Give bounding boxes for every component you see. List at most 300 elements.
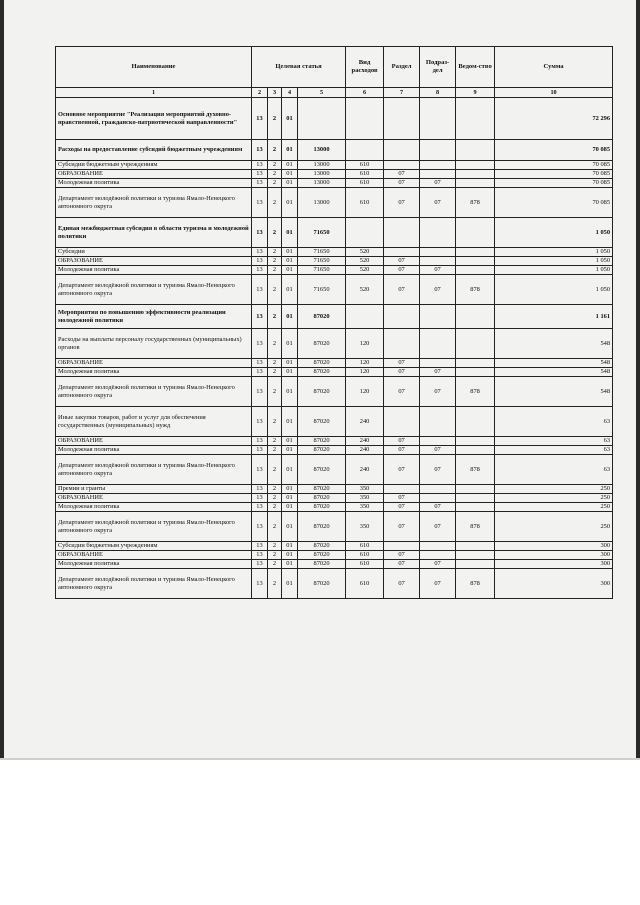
row-target-program: 13	[252, 140, 268, 161]
row-section: 07	[384, 275, 420, 305]
row-target-subprogram: 2	[268, 329, 282, 359]
row-target-code: 87020	[298, 560, 346, 569]
row-expense-type: 610	[346, 161, 384, 170]
row-target-code: 87020	[298, 437, 346, 446]
row-target-program: 13	[252, 266, 268, 275]
col-number: 4	[282, 88, 298, 98]
row-amount: 250	[495, 503, 613, 512]
row-amount: 1 161	[495, 305, 613, 329]
row-target-event: 01	[282, 257, 298, 266]
row-target-event: 01	[282, 560, 298, 569]
row-name: Молодежная политика	[56, 446, 252, 455]
row-expense-type: 120	[346, 359, 384, 368]
row-target-program: 13	[252, 551, 268, 560]
row-department	[456, 161, 495, 170]
row-name: Премии и гранты	[56, 485, 252, 494]
row-name: Департамент молодёжной политики и туризма Ямало-Ненецкого автономного округа	[56, 512, 252, 542]
row-target-code: 13000	[298, 170, 346, 179]
row-target-code: 13000	[298, 161, 346, 170]
row-target-program: 13	[252, 542, 268, 551]
row-target-event: 01	[282, 377, 298, 407]
row-department	[456, 368, 495, 377]
row-department	[456, 542, 495, 551]
row-department	[456, 329, 495, 359]
col-number: 2	[252, 88, 268, 98]
table-row	[56, 503, 613, 512]
row-target-subprogram: 2	[268, 407, 282, 437]
row-target-event: 01	[282, 542, 298, 551]
row-target-code: 87020	[298, 455, 346, 485]
row-amount: 63	[495, 455, 613, 485]
row-target-program: 13	[252, 485, 268, 494]
row-target-event: 01	[282, 170, 298, 179]
row-target-subprogram: 2	[268, 98, 282, 140]
table-row	[56, 560, 613, 569]
row-department	[456, 257, 495, 266]
col-header-podrazdel: Подраз-дел	[420, 47, 456, 88]
row-department	[456, 503, 495, 512]
row-amount: 63	[495, 446, 613, 455]
row-target-subprogram: 2	[268, 248, 282, 257]
row-section: 07	[384, 560, 420, 569]
row-target-program: 13	[252, 560, 268, 569]
col-number: 9	[456, 88, 495, 98]
row-amount: 70 085	[495, 170, 613, 179]
row-expense-type: 240	[346, 437, 384, 446]
row-amount: 63	[495, 407, 613, 437]
row-section: 07	[384, 266, 420, 275]
row-target-code: 87020	[298, 407, 346, 437]
row-expense-type: 520	[346, 257, 384, 266]
row-subsection	[420, 257, 456, 266]
row-department	[456, 446, 495, 455]
row-name: Молодежная политика	[56, 503, 252, 512]
row-name: Субсидии	[56, 248, 252, 257]
row-target-event: 01	[282, 266, 298, 275]
row-section: 07	[384, 551, 420, 560]
row-amount: 70 085	[495, 140, 613, 161]
row-section: 07	[384, 170, 420, 179]
row-name: Департамент молодёжной политики и туризма Ямало-Ненецкого автономного округа	[56, 275, 252, 305]
row-target-subprogram: 2	[268, 266, 282, 275]
table-row	[56, 512, 613, 542]
col-header-razdel: Раздел	[384, 47, 420, 88]
scan-left-edge	[0, 0, 4, 760]
row-target-program: 13	[252, 161, 268, 170]
row-target-program: 13	[252, 359, 268, 368]
row-target-code: 13000	[298, 140, 346, 161]
row-expense-type: 610	[346, 551, 384, 560]
row-department: 878	[456, 455, 495, 485]
table-row	[56, 542, 613, 551]
row-target-subprogram: 2	[268, 569, 282, 599]
row-target-code: 87020	[298, 569, 346, 599]
row-target-subprogram: 2	[268, 437, 282, 446]
row-section: 07	[384, 437, 420, 446]
row-section	[384, 485, 420, 494]
row-expense-type: 240	[346, 407, 384, 437]
row-subsection	[420, 494, 456, 503]
row-target-code: 87020	[298, 485, 346, 494]
row-subsection: 07	[420, 266, 456, 275]
row-target-subprogram: 2	[268, 446, 282, 455]
row-subsection: 07	[420, 377, 456, 407]
row-expense-type: 240	[346, 455, 384, 485]
row-subsection	[420, 305, 456, 329]
row-target-event: 01	[282, 437, 298, 446]
row-subsection	[420, 248, 456, 257]
row-subsection: 07	[420, 569, 456, 599]
row-target-event: 01	[282, 455, 298, 485]
row-amount: 250	[495, 512, 613, 542]
row-name: Субсидии бюджетным учреждениям	[56, 161, 252, 170]
col-number: 10	[495, 88, 613, 98]
row-target-event: 01	[282, 485, 298, 494]
row-target-event: 01	[282, 569, 298, 599]
table-row	[56, 551, 613, 560]
row-subsection	[420, 329, 456, 359]
row-target-subprogram: 2	[268, 503, 282, 512]
row-department	[456, 98, 495, 140]
row-name: Расходы на предоставление субсидий бюджетным учреждениям	[56, 140, 252, 161]
header-row	[56, 47, 613, 88]
row-target-program: 13	[252, 437, 268, 446]
row-name: Департамент молодёжной политики и туризма Ямало-Ненецкого автономного округа	[56, 569, 252, 599]
row-subsection: 07	[420, 446, 456, 455]
row-department	[456, 170, 495, 179]
row-department	[456, 437, 495, 446]
row-target-code: 71650	[298, 266, 346, 275]
row-amount: 72 296	[495, 98, 613, 140]
row-subsection: 07	[420, 503, 456, 512]
table-row	[56, 188, 613, 218]
row-name: Молодежная политика	[56, 266, 252, 275]
row-name: Департамент молодёжной политики и туризма Ямало-Ненецкого автономного округа	[56, 188, 252, 218]
table-row	[56, 275, 613, 305]
row-target-code: 87020	[298, 368, 346, 377]
row-department: 878	[456, 377, 495, 407]
row-subsection	[420, 218, 456, 248]
row-name: Молодежная политика	[56, 560, 252, 569]
row-subsection	[420, 437, 456, 446]
row-section: 07	[384, 494, 420, 503]
table-row	[56, 455, 613, 485]
row-section: 07	[384, 188, 420, 218]
row-target-program: 13	[252, 218, 268, 248]
row-target-code: 13000	[298, 188, 346, 218]
table-row	[56, 98, 613, 140]
col-number: 7	[384, 88, 420, 98]
row-section: 07	[384, 377, 420, 407]
row-target-subprogram: 2	[268, 359, 282, 368]
row-amount: 300	[495, 569, 613, 599]
table-row	[56, 305, 613, 329]
row-target-event: 01	[282, 494, 298, 503]
row-expense-type: 120	[346, 329, 384, 359]
row-section: 07	[384, 455, 420, 485]
row-target-subprogram: 2	[268, 170, 282, 179]
row-target-program: 13	[252, 569, 268, 599]
col-number: 8	[420, 88, 456, 98]
row-target-event: 01	[282, 161, 298, 170]
row-target-program: 13	[252, 305, 268, 329]
row-amount: 1 050	[495, 275, 613, 305]
row-subsection	[420, 161, 456, 170]
row-name: Иные закупки товаров, работ и услуг для обеспечения государственных (муниципальных) нужд	[56, 407, 252, 437]
row-amount: 548	[495, 377, 613, 407]
row-section	[384, 218, 420, 248]
row-expense-type: 520	[346, 248, 384, 257]
row-amount: 300	[495, 560, 613, 569]
row-department	[456, 359, 495, 368]
row-expense-type	[346, 98, 384, 140]
row-target-code: 87020	[298, 512, 346, 542]
row-target-subprogram: 2	[268, 305, 282, 329]
row-subsection: 07	[420, 275, 456, 305]
row-expense-type: 350	[346, 494, 384, 503]
row-expense-type: 350	[346, 503, 384, 512]
row-subsection	[420, 98, 456, 140]
row-target-program: 13	[252, 512, 268, 542]
row-department	[456, 218, 495, 248]
row-name: ОБРАЗОВАНИЕ	[56, 551, 252, 560]
row-amount: 250	[495, 485, 613, 494]
row-expense-type: 610	[346, 188, 384, 218]
table-row	[56, 359, 613, 368]
col-header-target: Целевая статья	[252, 47, 346, 88]
row-amount: 548	[495, 329, 613, 359]
row-department	[456, 551, 495, 560]
row-target-program: 13	[252, 368, 268, 377]
row-section: 07	[384, 503, 420, 512]
table-row	[56, 257, 613, 266]
row-target-code: 71650	[298, 257, 346, 266]
row-department: 878	[456, 569, 495, 599]
row-amount: 1 050	[495, 266, 613, 275]
row-name: Молодежная политика	[56, 179, 252, 188]
row-target-event: 01	[282, 368, 298, 377]
row-target-subprogram: 2	[268, 140, 282, 161]
table-row	[56, 377, 613, 407]
row-expense-type: 610	[346, 542, 384, 551]
row-department	[456, 179, 495, 188]
row-name: ОБРАЗОВАНИЕ	[56, 359, 252, 368]
row-target-program: 13	[252, 455, 268, 485]
col-number: 5	[298, 88, 346, 98]
row-section: 07	[384, 179, 420, 188]
row-name: Единая межбюджетная субсидия в области туризма и молодежной политики	[56, 218, 252, 248]
row-target-code: 87020	[298, 551, 346, 560]
row-amount: 548	[495, 359, 613, 368]
row-target-code: 87020	[298, 377, 346, 407]
row-department	[456, 248, 495, 257]
row-target-event: 01	[282, 98, 298, 140]
row-target-code: 87020	[298, 305, 346, 329]
row-target-subprogram: 2	[268, 368, 282, 377]
table-body	[56, 98, 613, 599]
row-department	[456, 485, 495, 494]
row-target-program: 13	[252, 98, 268, 140]
row-expense-type: 610	[346, 560, 384, 569]
scan-bottom-edge	[0, 758, 640, 760]
col-number: 3	[268, 88, 282, 98]
row-expense-type	[346, 140, 384, 161]
row-subsection	[420, 551, 456, 560]
row-target-subprogram: 2	[268, 560, 282, 569]
table-row	[56, 161, 613, 170]
row-name: ОБРАЗОВАНИЕ	[56, 437, 252, 446]
row-amount: 250	[495, 494, 613, 503]
row-target-program: 13	[252, 446, 268, 455]
col-header-vid: Вид расходов	[346, 47, 384, 88]
row-expense-type	[346, 218, 384, 248]
row-target-event: 01	[282, 305, 298, 329]
row-department	[456, 560, 495, 569]
row-department	[456, 494, 495, 503]
budget-table	[55, 46, 613, 599]
row-amount: 63	[495, 437, 613, 446]
row-target-event: 01	[282, 188, 298, 218]
row-section: 07	[384, 446, 420, 455]
row-amount: 70 085	[495, 179, 613, 188]
row-target-code: 87020	[298, 503, 346, 512]
row-target-event: 01	[282, 446, 298, 455]
row-target-event: 01	[282, 503, 298, 512]
row-target-code: 87020	[298, 542, 346, 551]
row-name: ОБРАЗОВАНИЕ	[56, 257, 252, 266]
col-header-summa: Сумма	[495, 47, 613, 88]
row-section	[384, 98, 420, 140]
table-row	[56, 437, 613, 446]
row-expense-type: 520	[346, 275, 384, 305]
row-section: 07	[384, 512, 420, 542]
row-target-program: 13	[252, 248, 268, 257]
scan-right-edge	[636, 0, 640, 760]
row-target-code: 87020	[298, 494, 346, 503]
row-expense-type: 610	[346, 170, 384, 179]
row-subsection: 07	[420, 368, 456, 377]
row-expense-type	[346, 305, 384, 329]
row-department: 878	[456, 275, 495, 305]
row-target-code: 71650	[298, 275, 346, 305]
row-target-subprogram: 2	[268, 179, 282, 188]
row-target-program: 13	[252, 407, 268, 437]
row-expense-type: 350	[346, 512, 384, 542]
table-row	[56, 446, 613, 455]
row-target-code: 71650	[298, 218, 346, 248]
row-section	[384, 542, 420, 551]
row-subsection: 07	[420, 179, 456, 188]
row-target-subprogram: 2	[268, 551, 282, 560]
row-name: Мероприятия по повышению эффективности реализации молодежной политики	[56, 305, 252, 329]
row-target-program: 13	[252, 188, 268, 218]
table-row	[56, 179, 613, 188]
row-target-event: 01	[282, 275, 298, 305]
row-target-event: 01	[282, 551, 298, 560]
row-department	[456, 407, 495, 437]
col-header-name: Наименование	[56, 47, 252, 88]
row-name: Субсидии бюджетным учреждениям	[56, 542, 252, 551]
row-section: 07	[384, 368, 420, 377]
row-target-code: 87020	[298, 446, 346, 455]
row-amount: 70 085	[495, 188, 613, 218]
row-expense-type: 610	[346, 179, 384, 188]
row-target-program: 13	[252, 503, 268, 512]
row-expense-type: 350	[346, 485, 384, 494]
row-target-code: 13000	[298, 179, 346, 188]
col-header-vedomstvo: Ведом-ство	[456, 47, 495, 88]
table-row	[56, 368, 613, 377]
row-department	[456, 266, 495, 275]
row-name: Расходы на выплаты персоналу государственных (муниципальных) органов	[56, 329, 252, 359]
row-subsection	[420, 170, 456, 179]
row-name: ОБРАЗОВАНИЕ	[56, 170, 252, 179]
row-expense-type: 120	[346, 368, 384, 377]
col-number: 6	[346, 88, 384, 98]
table-row	[56, 266, 613, 275]
row-target-event: 01	[282, 329, 298, 359]
table-row	[56, 494, 613, 503]
row-target-program: 13	[252, 494, 268, 503]
row-target-code: 87020	[298, 359, 346, 368]
row-target-code: 71650	[298, 248, 346, 257]
row-target-event: 01	[282, 218, 298, 248]
row-target-subprogram: 2	[268, 188, 282, 218]
row-expense-type: 520	[346, 266, 384, 275]
row-target-code: 87020	[298, 329, 346, 359]
row-department: 878	[456, 188, 495, 218]
row-target-program: 13	[252, 329, 268, 359]
row-section	[384, 305, 420, 329]
row-subsection: 07	[420, 512, 456, 542]
row-amount: 1 050	[495, 218, 613, 248]
row-section	[384, 407, 420, 437]
row-section: 07	[384, 257, 420, 266]
row-amount: 1 050	[495, 248, 613, 257]
col-number: 1	[56, 88, 252, 98]
row-target-program: 13	[252, 377, 268, 407]
row-subsection	[420, 140, 456, 161]
row-target-subprogram: 2	[268, 542, 282, 551]
row-target-program: 13	[252, 275, 268, 305]
row-name: Основное мероприятие "Реализация мероприятий духовно-нравственной, гражданско-патриотической направленности"	[56, 98, 252, 140]
row-target-subprogram: 2	[268, 275, 282, 305]
row-target-event: 01	[282, 140, 298, 161]
row-target-subprogram: 2	[268, 512, 282, 542]
row-name: Департамент молодёжной политики и туризма Ямало-Ненецкого автономного округа	[56, 377, 252, 407]
table-row	[56, 248, 613, 257]
row-section	[384, 248, 420, 257]
row-target-subprogram: 2	[268, 485, 282, 494]
row-target-event: 01	[282, 407, 298, 437]
row-target-event: 01	[282, 512, 298, 542]
row-section	[384, 161, 420, 170]
row-subsection	[420, 359, 456, 368]
column-number-row	[56, 88, 613, 98]
row-target-subprogram: 2	[268, 257, 282, 266]
row-target-event: 01	[282, 359, 298, 368]
row-name: Молодежная политика	[56, 368, 252, 377]
table-row	[56, 485, 613, 494]
row-target-program: 13	[252, 179, 268, 188]
row-subsection: 07	[420, 188, 456, 218]
row-target-subprogram: 2	[268, 218, 282, 248]
row-subsection: 07	[420, 560, 456, 569]
table-row	[56, 329, 613, 359]
row-expense-type: 610	[346, 569, 384, 599]
row-target-code	[298, 98, 346, 140]
row-subsection	[420, 485, 456, 494]
